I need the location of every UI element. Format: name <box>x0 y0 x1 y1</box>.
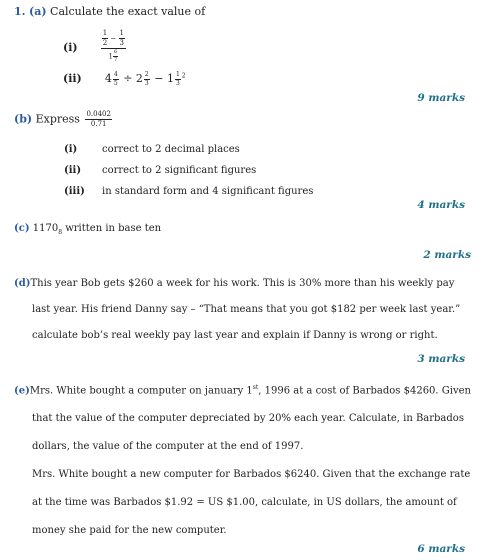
part-b-item: (ii) correct to 2 significant figures <box>64 165 257 176</box>
part-e-marks: 6 marks <box>417 543 465 555</box>
part-d-block <box>14 271 460 349</box>
part-b-marks: 4 marks <box>417 199 465 211</box>
part-e-line: at the time was Barbados $1.92 = US $1.00, calculate, in US dollars, the amount of <box>32 497 457 509</box>
part-c-label: (c) <box>14 223 30 234</box>
part-a-i-label: (i) <box>63 41 78 54</box>
part-b-label: (b) <box>14 112 33 126</box>
mixed-expression-ii: 4 $\frac{4}{5}$ ÷ 2 $\frac{2}{3}$ − 1 $\frac{1}{3}$ $^2$ <box>104 70 186 87</box>
complex-fraction-denominator: 1 $\frac{6}{7}$ <box>108 49 118 63</box>
part-d-marks: 3 marks <box>417 353 465 365</box>
part-e-line: that the value of the computer depreciated by 20% each year. Calculate, in Barbados <box>32 413 464 425</box>
part-a-ii-label: (ii) <box>63 72 82 85</box>
part-e-line: money she paid for the new computer. <box>32 525 227 537</box>
part-c-number: $1170_8$ <box>32 223 63 236</box>
part-b-fraction: $\frac{0.0402}{0.71}$ <box>86 110 111 128</box>
part-a-i-row <box>63 30 126 63</box>
part-e-line: Mrs. White bought a new computer for Barbados $6240. Given that the exchange rate <box>32 469 471 481</box>
part-e-block <box>14 374 471 545</box>
complex-fraction-numerator: $\frac{1}{2}$ − $\frac{1}{3}$ <box>102 29 124 47</box>
part-b-header <box>14 111 112 128</box>
part-c-text: written in base ten <box>65 223 162 234</box>
part-d-line: (d)This year Bob gets $260 a week for his work. This is 30% more than his weekly pay <box>14 278 455 289</box>
complex-fraction-i <box>101 30 126 63</box>
question-header <box>14 5 205 18</box>
part-b-items <box>64 139 313 202</box>
part-d-line: calculate bob’s real weekly pay last year and explain if Danny is wrong or right. <box>32 330 438 341</box>
part-e-line: (e)Mrs. White bought a computer on january 1st, 1996 at a cost of Barbados $4260. Given <box>14 384 471 397</box>
part-c-row <box>14 223 161 236</box>
part-b-prompt: Express <box>35 112 80 126</box>
part-b-item: (iii) in standard form and 4 significant figures <box>64 186 314 197</box>
part-a-ii-row <box>63 67 186 87</box>
part-b-item: (i) correct to 2 decimal places <box>64 144 240 155</box>
part-c-marks: 2 marks <box>423 249 471 261</box>
part-a-marks: 9 marks <box>417 92 465 104</box>
question-number: 1. <box>14 5 26 18</box>
part-a-prompt: Calculate the exact value of <box>50 5 206 18</box>
part-e-line: dollars, the value of the computer at the end of 1997. <box>32 441 304 453</box>
part-d-line: last year. His friend Danny say – “That means that you got $182 per week last year.” <box>32 304 461 315</box>
part-a-label: (a) <box>28 5 47 18</box>
